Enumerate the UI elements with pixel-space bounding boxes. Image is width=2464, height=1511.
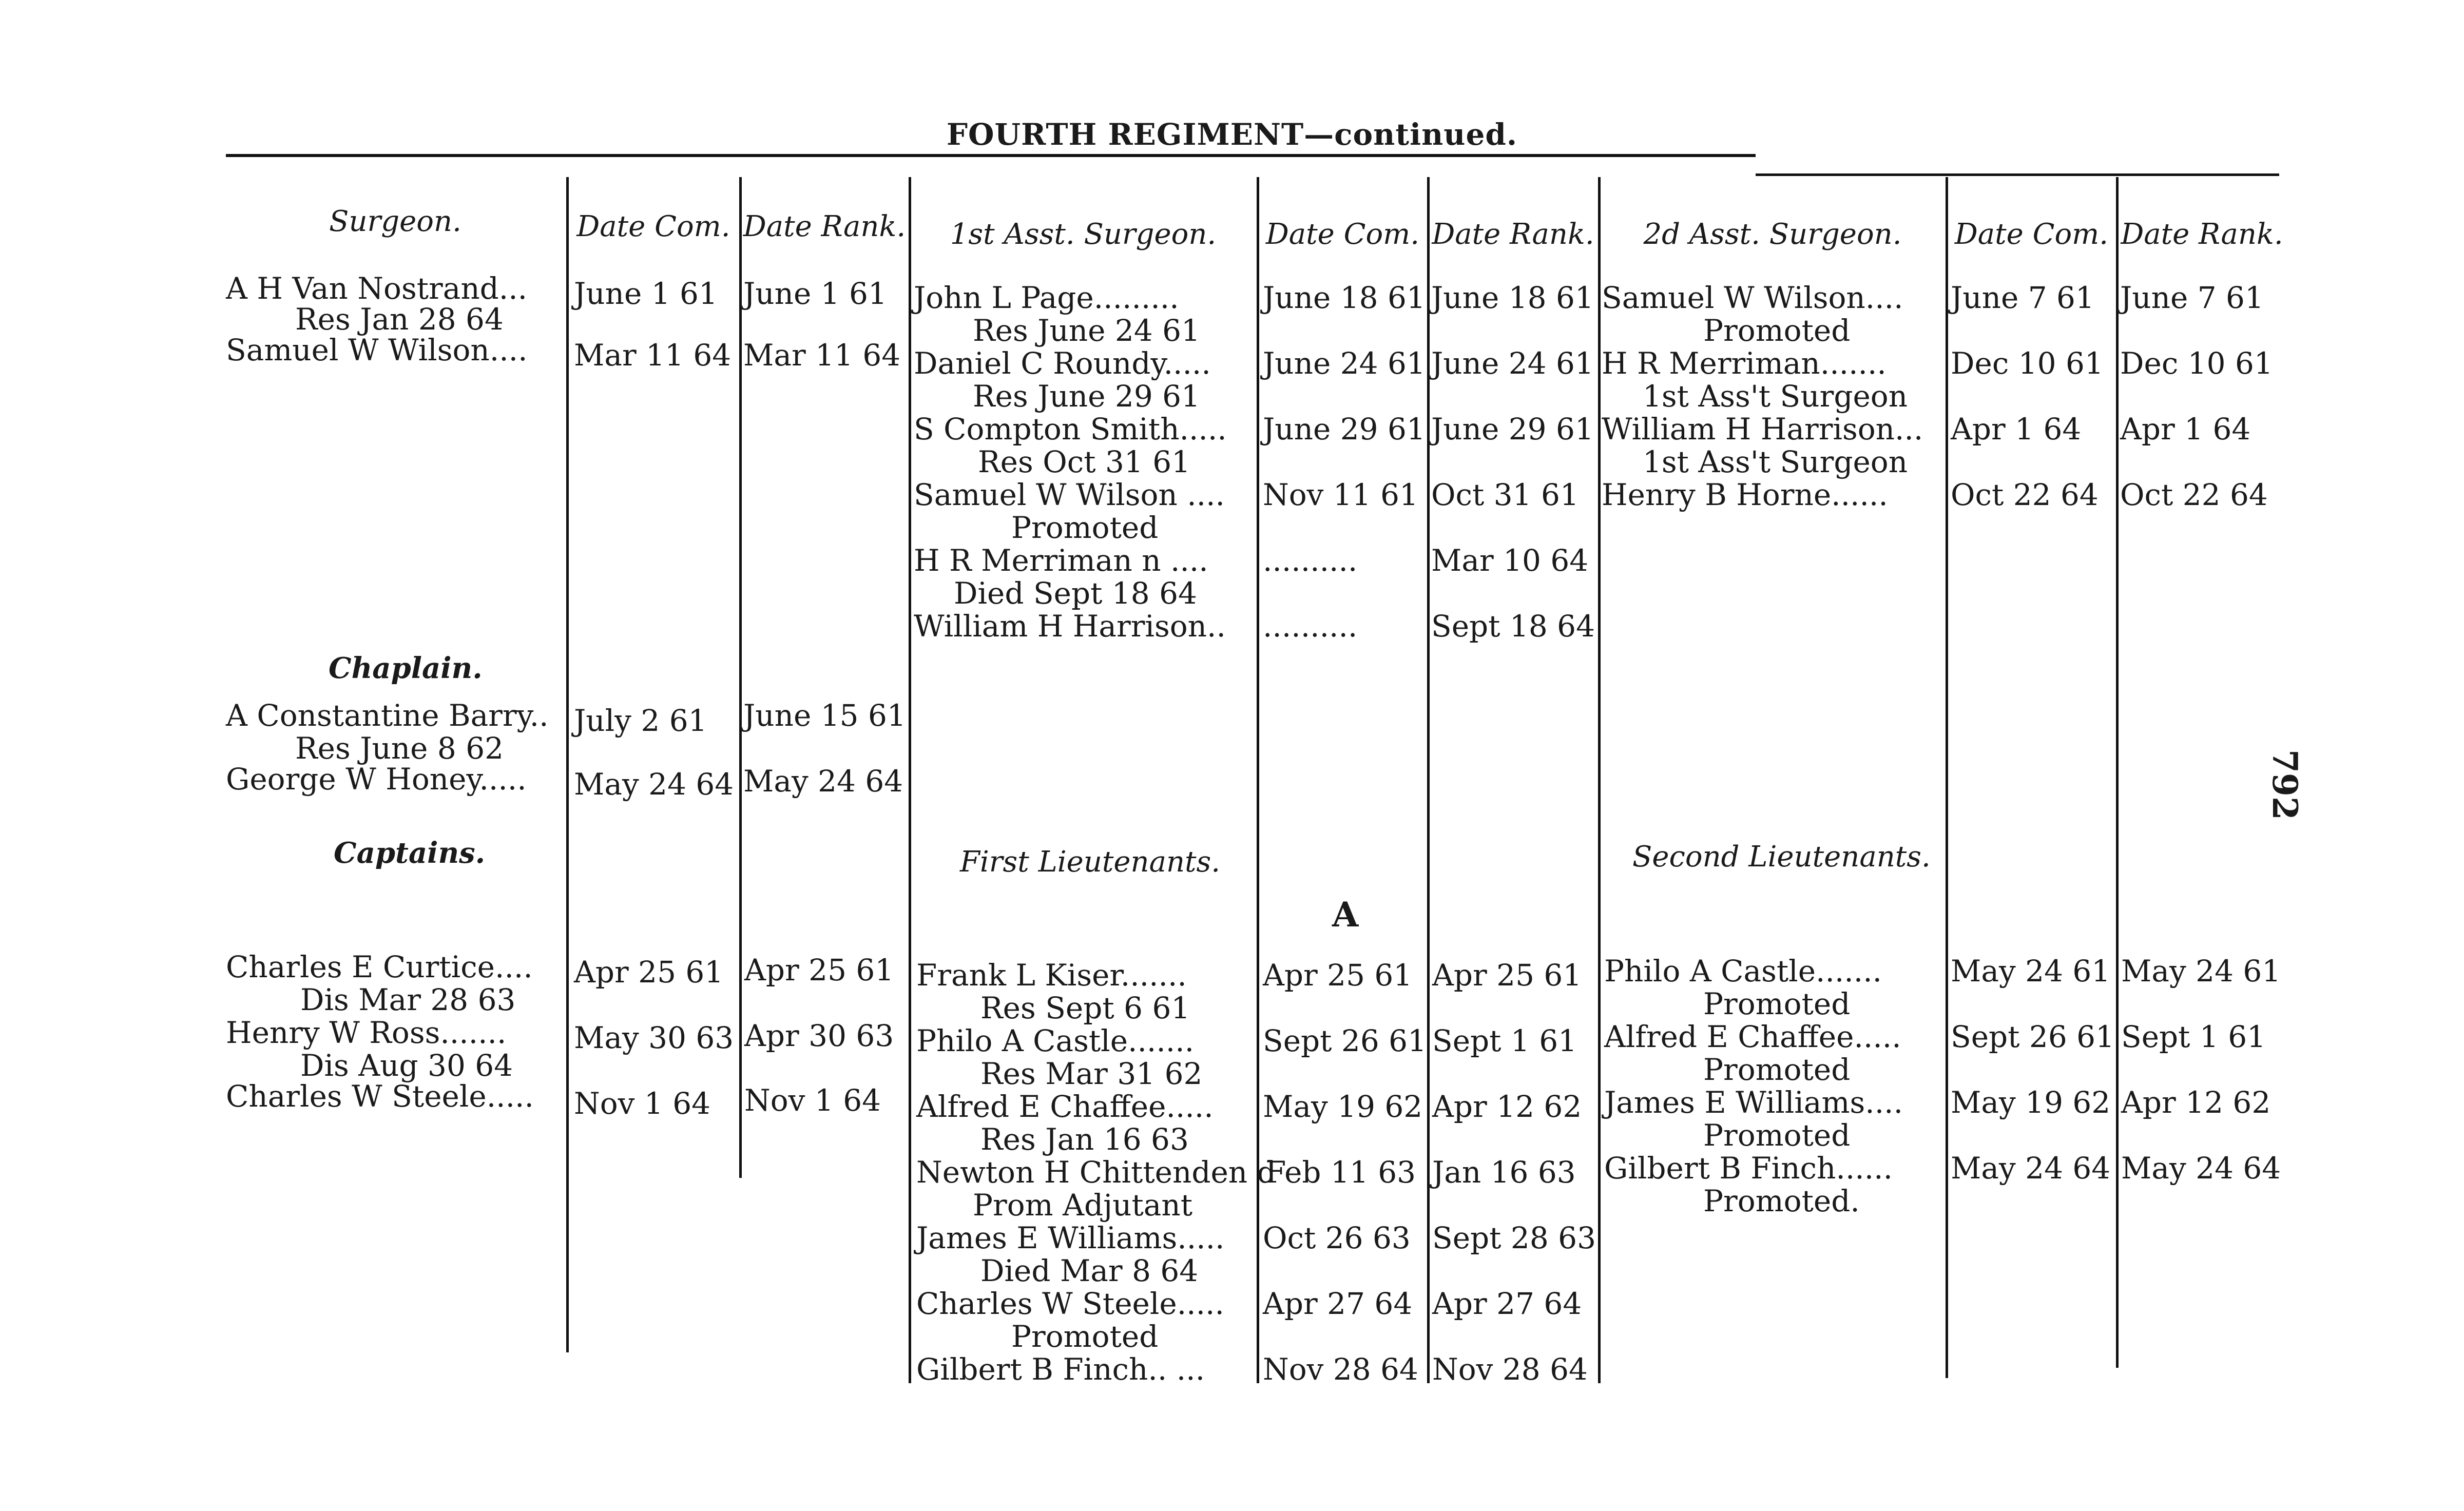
- first-asst-surgeon-note: Res June 29 61: [973, 379, 1200, 414]
- chaplain-name: George W Honey.....: [226, 762, 527, 797]
- second-asst-surgeon-name: Samuel W Wilson....: [1602, 280, 1903, 315]
- second-lieutenant-name: Philo A Castle.......: [1604, 954, 1882, 989]
- top-rule-right: [1756, 173, 2279, 176]
- first-lieutenant-date-com: Apr 27 64: [1263, 1286, 1413, 1321]
- captain-note: Dis Mar 28 63: [300, 982, 516, 1017]
- captain-note: Dis Aug 30 64: [300, 1048, 513, 1083]
- header-first-lieutenants: First Lieutenants.: [960, 845, 1221, 879]
- second-lieutenant-date-com: May 19 62: [1951, 1085, 2111, 1120]
- first-lieutenant-note: Promoted: [1011, 1319, 1159, 1354]
- first-lieutenant-name: Alfred E Chaffee.....: [916, 1089, 1214, 1124]
- header-second-lieutenants: Second Lieutenants.: [1632, 840, 1931, 874]
- page-number: 792: [2265, 749, 2305, 820]
- second-asst-surgeon-date-rank: Apr 1 64: [2120, 412, 2251, 447]
- first-lieutenant-date-rank: Apr 27 64: [1432, 1286, 1582, 1321]
- header-date-rank: Date Rank.: [743, 210, 906, 243]
- second-asst-surgeon-name: William H Harrison...: [1602, 412, 1923, 447]
- first-asst-surgeon-name: Samuel W Wilson ....: [914, 477, 1225, 512]
- first-asst-surgeon-date-com: June 18 61: [1263, 280, 1426, 315]
- first-asst-surgeon-date-com: June 29 61: [1263, 412, 1426, 447]
- surgeon-note: Res Jan 28 64: [295, 302, 504, 337]
- second-asst-surgeon-date-com: Apr 1 64: [1951, 412, 2082, 447]
- first-lieutenant-note: Res Mar 31 62: [980, 1056, 1203, 1091]
- first-asst-surgeon-date-rank: Sept 18 64: [1431, 609, 1595, 644]
- second-lieutenant-name: Gilbert B Finch......: [1604, 1151, 1893, 1186]
- first-asst-surgeon-note: Res June 24 61: [973, 313, 1200, 348]
- column-rule: [2116, 177, 2119, 1368]
- captain-name: Charles W Steele.....: [226, 1079, 534, 1114]
- second-asst-surgeon-date-com: Dec 10 61: [1951, 346, 2104, 381]
- second-lieutenant-date-com: Sept 26 61: [1951, 1019, 2114, 1054]
- first-lieutenant-date-com: Sept 26 61: [1263, 1023, 1427, 1058]
- surgeon-date-rank: Mar 11 64: [743, 338, 901, 373]
- first-lieutenant-name: Philo A Castle.......: [916, 1023, 1195, 1058]
- captain-date-rank: Nov 1 64: [744, 1083, 881, 1118]
- first-asst-surgeon-name: John L Page.........: [914, 280, 1179, 315]
- first-lieutenant-date-com: Oct 26 63: [1263, 1221, 1411, 1255]
- captain-date-rank: Apr 30 63: [744, 1018, 894, 1053]
- column-rule: [566, 177, 569, 1352]
- page-title: FOURTH REGIMENT—continued.: [946, 117, 1518, 152]
- top-rule-left: [226, 154, 1756, 157]
- second-lieutenant-date-com: May 24 64: [1951, 1151, 2111, 1186]
- first-asst-surgeon-date-com: June 24 61: [1263, 346, 1426, 381]
- first-asst-surgeon-date-rank: June 29 61: [1431, 412, 1594, 447]
- second-asst-surgeon-name: H R Merriman.......: [1602, 346, 1886, 381]
- chaplain-name: A Constantine Barry..: [226, 698, 549, 733]
- second-lieutenant-name: Alfred E Chaffee.....: [1604, 1019, 1901, 1054]
- surgeon-date-rank: June 1 61: [743, 276, 887, 311]
- chaplain-date-com: July 2 61: [574, 703, 707, 738]
- first-lieutenant-name: Gilbert B Finch.. ...: [916, 1352, 1205, 1387]
- first-lieutenant-note: Prom Adjutant: [973, 1188, 1193, 1223]
- second-asst-surgeon-note: Promoted: [1703, 313, 1851, 348]
- captain-name: Henry W Ross.......: [226, 1015, 507, 1050]
- second-lieutenant-date-rank: May 24 64: [2121, 1151, 2281, 1186]
- column-rule: [739, 177, 742, 1178]
- surgeon-date-com: June 1 61: [574, 276, 718, 311]
- first-lieutenant-date-rank: Sept 1 61: [1432, 1023, 1577, 1058]
- second-asst-surgeon-note: 1st Ass't Surgeon: [1643, 379, 1908, 414]
- first-asst-surgeon-name: Daniel C Roundy.....: [914, 346, 1211, 381]
- column-rule: [909, 177, 911, 1383]
- first-lieutenant-name: Charles W Steele.....: [916, 1286, 1224, 1321]
- column-rule: [1598, 177, 1601, 1383]
- second-lieutenant-date-rank: May 24 61: [2121, 954, 2281, 989]
- second-asst-surgeon-date-rank: Oct 22 64: [2120, 477, 2268, 512]
- chaplain-date-rank: June 15 61: [743, 698, 906, 733]
- header-date-com: Date Com.: [1954, 218, 2109, 251]
- first-lieutenant-name: James E Williams.....: [916, 1221, 1225, 1255]
- second-lieutenant-date-rank: Apr 12 62: [2121, 1085, 2271, 1120]
- first-asst-surgeon-date-com: Nov 11 61: [1263, 477, 1418, 512]
- chaplain-date-rank: May 24 64: [743, 764, 903, 799]
- first-asst-surgeon-note: Promoted: [1011, 510, 1159, 545]
- first-lieutenant-date-com: Nov 28 64: [1263, 1352, 1418, 1387]
- first-lieutenant-note: Res Jan 16 63: [980, 1122, 1189, 1157]
- first-lieutenant-date-rank: Apr 25 61: [1432, 958, 1582, 993]
- header-date-com: Date Com.: [576, 210, 730, 243]
- header-chaplain: Chaplain.: [329, 651, 483, 685]
- header-date-com: Date Com.: [1265, 218, 1420, 251]
- chaplain-note: Res June 8 62: [295, 731, 504, 766]
- header-date-rank: Date Rank.: [2121, 218, 2283, 251]
- company-letter: A: [1332, 895, 1359, 935]
- first-asst-surgeon-note: Res Oct 31 61: [978, 444, 1191, 479]
- surgeon-date-com: Mar 11 64: [574, 338, 732, 373]
- captain-name: Charles E Curtice....: [226, 950, 533, 984]
- first-lieutenant-name: Frank L Kiser.......: [916, 958, 1187, 993]
- first-lieutenant-date-rank: Jan 16 63: [1432, 1155, 1576, 1190]
- header-first-asst-surgeon: 1st Asst. Surgeon.: [950, 218, 1217, 251]
- captain-date-com: Apr 25 61: [574, 955, 724, 990]
- second-lieutenant-date-rank: Sept 1 61: [2121, 1019, 2266, 1054]
- header-second-asst-surgeon: 2d Asst. Surgeon.: [1643, 218, 1902, 251]
- second-lieutenant-note: Promoted.: [1703, 1184, 1860, 1218]
- first-asst-surgeon-name: H R Merriman n ....: [914, 543, 1208, 578]
- captain-date-com: May 30 63: [574, 1020, 734, 1055]
- first-asst-surgeon-date-rank: Oct 31 61: [1431, 477, 1579, 512]
- second-asst-surgeon-name: Henry B Horne......: [1602, 477, 1888, 512]
- column-rule: [1257, 177, 1259, 1383]
- first-lieutenant-date-rank: Sept 28 63: [1432, 1221, 1596, 1255]
- surgeon-name: A H Van Nostrand...: [226, 271, 528, 306]
- header-surgeon: Surgeon.: [329, 205, 461, 238]
- second-lieutenant-note: Promoted: [1703, 1052, 1851, 1087]
- captain-date-com: Nov 1 64: [574, 1086, 711, 1121]
- first-lieutenant-date-com: May 19 62: [1263, 1089, 1423, 1124]
- first-asst-surgeon-name: S Compton Smith.....: [914, 412, 1227, 447]
- first-lieutenant-date-com: Apr 25 61: [1263, 958, 1413, 993]
- second-asst-surgeon-date-rank: June 7 61: [2120, 280, 2264, 315]
- column-rule: [1427, 177, 1430, 1383]
- first-lieutenant-date-rank: Nov 28 64: [1432, 1352, 1588, 1387]
- first-lieutenant-date-rank: Apr 12 62: [1432, 1089, 1582, 1124]
- first-asst-surgeon-name: William H Harrison..: [914, 609, 1226, 644]
- column-rule: [1946, 177, 1948, 1378]
- first-asst-surgeon-date-com: ..........: [1263, 609, 1358, 644]
- first-asst-surgeon-date-rank: Mar 10 64: [1431, 543, 1589, 578]
- first-asst-surgeon-date-rank: June 18 61: [1431, 280, 1594, 315]
- second-asst-surgeon-date-com: Oct 22 64: [1951, 477, 2099, 512]
- second-asst-surgeon-date-rank: Dec 10 61: [2120, 346, 2273, 381]
- first-asst-surgeon-note: Died Sept 18 64: [954, 576, 1197, 611]
- chaplain-date-com: May 24 64: [574, 767, 734, 802]
- second-asst-surgeon-note: 1st Ass't Surgeon: [1643, 444, 1908, 479]
- first-lieutenant-name: Newton H Chittenden d: [916, 1155, 1276, 1190]
- first-lieutenant-date-com: Feb 11 63: [1265, 1155, 1416, 1190]
- second-lieutenant-date-com: May 24 61: [1951, 954, 2111, 989]
- first-lieutenant-note: Res Sept 6 61: [980, 991, 1190, 1025]
- second-lieutenant-note: Promoted: [1703, 986, 1851, 1021]
- second-lieutenant-note: Promoted: [1703, 1118, 1851, 1153]
- header-date-rank: Date Rank.: [1432, 218, 1594, 251]
- second-asst-surgeon-date-com: June 7 61: [1951, 280, 2094, 315]
- surgeon-name: Samuel W Wilson....: [226, 333, 528, 367]
- first-asst-surgeon-date-rank: June 24 61: [1431, 346, 1594, 381]
- header-captains: Captains.: [334, 836, 486, 870]
- first-asst-surgeon-date-com: ..........: [1263, 543, 1358, 578]
- first-lieutenant-note: Died Mar 8 64: [980, 1253, 1199, 1288]
- second-lieutenant-name: James E Williams....: [1604, 1085, 1903, 1120]
- captain-date-rank: Apr 25 61: [744, 953, 894, 987]
